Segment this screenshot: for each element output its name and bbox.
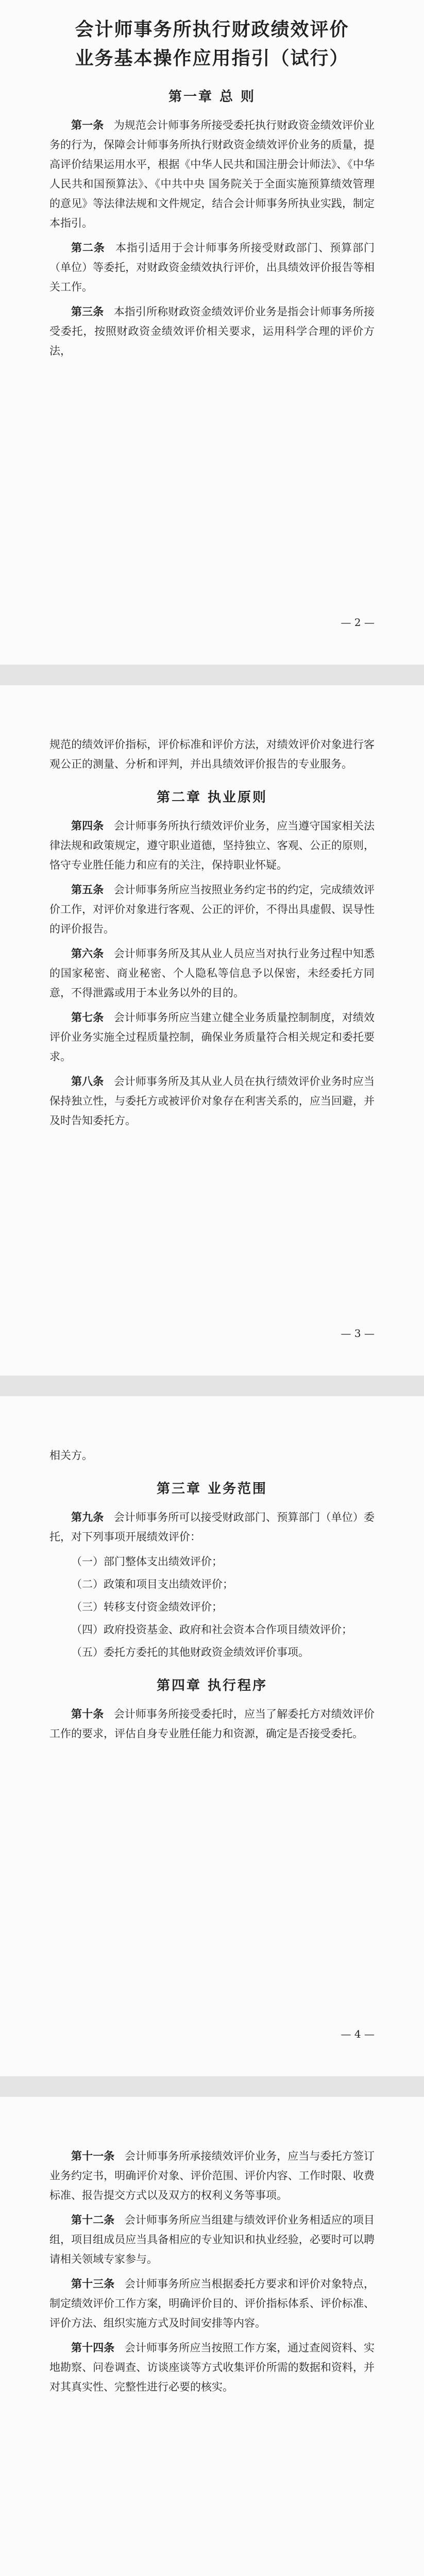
article-12-text: 会计师事务所应当组建与绩效评价业务相适应的项目组，项目组成员应当具备相应的专业知识和执业经验，必要时可以聘请相关领域专家参与。 [49,2214,375,2265]
article-13-label: 第十三条 [71,2278,115,2290]
article-8 [49,1072,375,1130]
chapter-4-heading: 第四章 执行程序 [156,1678,268,1693]
article-10-label: 第十条 [71,1708,104,1720]
list-item: （五）委托方委托的其他财政资金绩效评价事项。 [71,1646,309,1658]
article-6 [49,944,375,1003]
article-9-text: 会计师事务所可以接受财政部门、预算部门（单位）委托，对下列事项开展绩效评价： [49,1511,375,1543]
article-10-text: 会计师事务所接受委托时，应当了解委托方对绩效评价工作的要求，评估自身专业胜任能力和资源，确定是否接受委托。 [49,1708,375,1740]
document-title-line-1: 会计师事务所执行财政绩效评价 [75,19,349,40]
article-1-label: 第一条 [71,119,104,131]
article-9-items [49,1552,375,1662]
page-1 [0,0,424,665]
article-9 [49,1507,375,1547]
article-4-text: 会计师事务所执行绩效评价业务，应当遵守国家相关法律法规和政策规定，遵守职业道德，坚持独立、客观、公正的原则，恪守专业胜任能力和应有的关注，保持职业怀疑。 [49,820,375,871]
page-number: — 2 — [341,616,375,629]
article-12-label: 第十二条 [71,2214,115,2226]
page-2 [0,685,424,1376]
list-item: （三）转移支付资金绩效评价； [71,1601,223,1613]
chapter-3-heading: 第三章 业务范围 [156,1481,268,1497]
article-6-text: 会计师事务所及其从业人员应当对执行业务过程中知悉的国家秘密、商业秘密、个人隐私等信息予以保密，未经委托方同意，不得泄露或用于本业务以外的目的。 [49,947,375,999]
article-8-continued: 相关方。 [49,1449,93,1462]
article-1 [49,115,375,233]
list-item: （一）部门整体支出绩效评价； [71,1555,223,1568]
article-11-text: 会计师事务所承接绩效评价业务，应当与委托方签订业务约定书，明确评价对象、评价范围、评价内容、工作时限、收费标准、报告提交方式以及双方的权利义务等事项。 [49,2150,375,2201]
list-item: （四）政府投资基金、政府和社会资本合作项目绩效评价； [71,1623,352,1636]
article-5 [49,880,375,939]
page-3-body [0,1396,424,1743]
article-5-label: 第五条 [71,884,104,896]
article-3-label: 第三条 [71,306,104,318]
page-number: — 3 — [341,1327,375,1340]
page-number: — 4 — [341,2028,375,2040]
article-13-text: 会计师事务所应当根据委托方要求和评价对象特点，制定绩效评价工作方案，明确评价目的、评价指标体系、评价标准、评价方法、组织实施方式及时间安排等内容。 [49,2278,375,2329]
article-9-label: 第九条 [71,1511,104,1523]
article-8-label: 第八条 [71,1075,104,1088]
article-14-text: 会计师事务所应当按照工作方案，通过查阅资料、实地勘察、问卷调查、访谈座谈等方式收集评价所需的数据和资料，并对其真实性、完整性进行必要的核实。 [49,2342,375,2393]
article-11 [49,2146,375,2205]
article-14 [49,2338,375,2397]
page-4-body [0,2097,424,2397]
chapter-2-heading: 第二章 执业原则 [156,790,268,805]
chapter-1-heading: 第一章 总 则 [168,89,256,105]
title-block [0,0,424,73]
article-12 [49,2210,375,2269]
article-11-label: 第十一条 [71,2150,115,2162]
list-item: （二）政策和项目支出绩效评价； [71,1578,233,1590]
article-13 [49,2274,375,2333]
article-7-text: 会计师事务所应当建立健全业务质量控制制度，对绩效评价业务实施全过程质量控制，确保业务质量符合相关规定和委托要求。 [49,1011,375,1063]
article-1-text: 为规范会计师事务所接受委托执行财政资金绩效评价业务的行为，保障会计师事务所执行财政资金绩效评价业务的质量，提高评价结果运用水平，根据《中华人民共和国注册会计师法》、《中华人民共和国预算法》、《中共中央 国务院关于全面实施预算绩效管理的意见》等法律法规和文件规定，结合会计师事务所执业实践，制定本指引。 [49,119,375,229]
page-2-body [0,685,424,1130]
page-1-body [0,115,424,361]
article-6-label: 第六条 [71,947,104,960]
article-3-text: 本指引所称财政资金绩效评价业务是指会计师事务所接受委托，按照财政资金绩效评价相关要求，运用科学合理的评价方法， [49,306,375,357]
article-5-text: 会计师事务所应当按照业务约定书的约定，完成绩效评价工作，对评价对象进行客观、公正的评价，不得出具虚假、误导性的评价报告。 [49,884,375,935]
page-4 [0,2097,424,2576]
article-7-label: 第七条 [71,1011,104,1024]
article-4 [49,816,375,875]
article-2-label: 第二条 [71,242,105,254]
document-title-line-2: 业务基本操作应用指引（试行） [75,48,349,69]
article-3 [49,302,375,361]
article-3-continued: 规范的绩效评价指标，评价标准和评价方法，对绩效评价对象进行客观公正的测量、分析和评判，并出具绩效评价报告的专业服务。 [49,738,375,770]
article-10 [49,1704,375,1743]
article-8-text: 会计师事务所及其从业人员在执行绩效评价业务时应当保持独立性，与委托方或被评价对象存在利害关系的，应当回避，并及时告知委托方。 [49,1075,375,1127]
page-3 [0,1396,424,2076]
article-4-label: 第四条 [71,820,104,832]
article-7 [49,1008,375,1066]
article-14-label: 第十四条 [71,2342,115,2354]
article-2-text: 本指引适用于会计师事务所接受财政部门、预算部门（单位）等委托，对财政资金绩效执行评价，出具绩效评价报告等相关工作。 [49,242,375,293]
article-2 [49,238,375,297]
